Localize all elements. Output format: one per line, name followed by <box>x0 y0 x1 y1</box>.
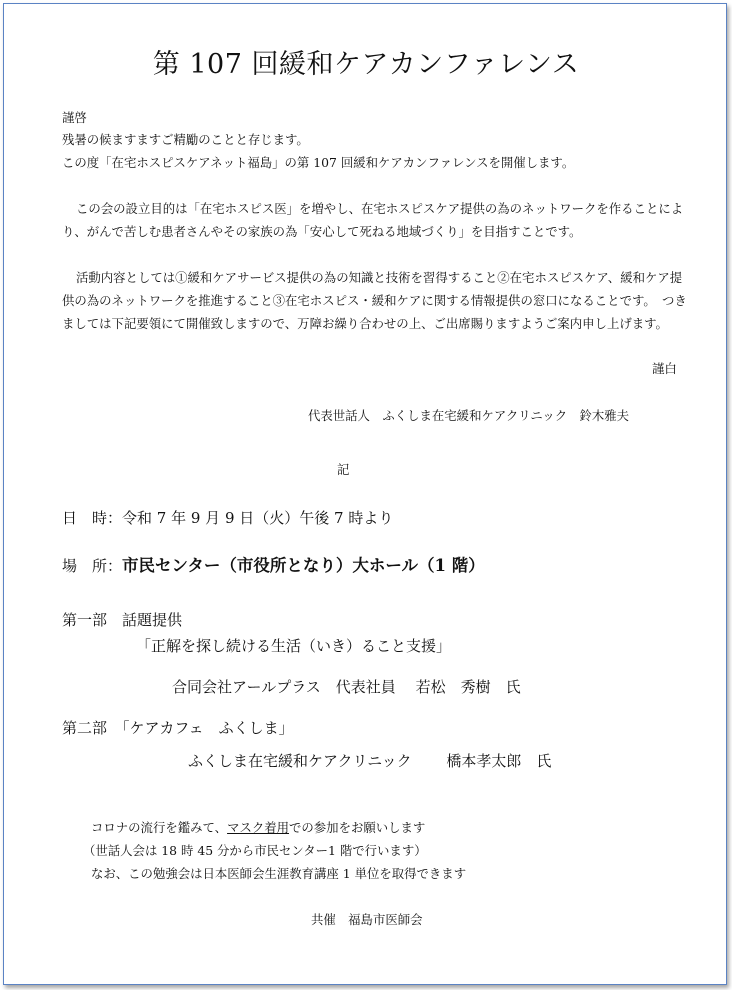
notice-mask-post: での参加をお願いします <box>289 820 426 835</box>
datetime-row <box>62 507 393 528</box>
representative-line: 代表世話人 ふくしま在宅緩和ケアクリニック 鈴木雅夫 <box>308 408 630 423</box>
datetime-value: 令和 7 年 9 月 9 日（火）午後 7 時より <box>122 509 394 527</box>
closing-salutation: 謹白 <box>652 361 677 376</box>
activity-paragraph: 活動内容としては①緩和ケアサービス提供の為の知識と技術を習得すること②在宅ホスピスケア、緩和ケア提供の為のネットワークを推進すること③在宅ホスピス・緩和ケアに関する情報提供の窓口になることです。 つきましては下記要領にて開催致しますので、万障お繰り合わせの上、ご出席賜りますようご案内申し上げます。 <box>62 270 687 331</box>
document-page <box>3 3 727 985</box>
venue-label: 場 所： <box>62 557 123 575</box>
datetime-label: 日 時： <box>62 509 123 527</box>
cosponsor-line: 共催 福島市医師会 <box>311 912 423 927</box>
part1-speaker: 合同会社アールプラス 代表社員 若松 秀樹 氏 <box>172 678 521 696</box>
notice-mask-emphasis: マスク着用 <box>227 820 290 835</box>
greeting: 謹啓 <box>62 110 87 125</box>
ki-heading: 記 <box>337 462 350 477</box>
document-title: 第 107 回緩和ケアカンファレンス <box>152 49 580 80</box>
venue-value: 市民センター（市役所となり）大ホール（1 階） <box>122 556 485 575</box>
notice-mask-pre: コロナの流行を鑑みて、 <box>91 820 228 835</box>
part2-label: 第二部 「ケアカフェ ふくしま」 <box>62 719 294 737</box>
notice-mask <box>91 820 425 836</box>
intro-line-1: 残暑の候ますますご精勵のことと存じます。 <box>62 132 309 147</box>
part1-topic: 「正解を探し続ける生活（いき）ること支援」 <box>136 637 452 655</box>
intro-line-2: この度「在宅ホスピスケアネット福島」の第 107 回緩和ケアカンファレンスを開催します。 <box>62 155 575 170</box>
purpose-paragraph: この会の設立目的は「在宅ホスピス医」を増やし、在宅ホスピスケア提供の為のネットワークを作ることにより、がんで苦しむ患者さんやその家族の為「安心して死ねる地域づくり」を目指すことです。 <box>62 201 684 239</box>
notice-meeting: （世話人会は 18 時 45 分から市民センター1 階で行います） <box>83 843 427 858</box>
part2-speaker: ふくしま在宅緩和ケアクリニック 橋本孝太郎 氏 <box>188 752 552 770</box>
notice-credit: なお、この勉強会は日本医師会生涯教育講座 1 単位を取得できます <box>91 866 467 881</box>
part1-label: 第一部 話題提供 <box>62 611 183 629</box>
venue-row <box>62 552 485 576</box>
